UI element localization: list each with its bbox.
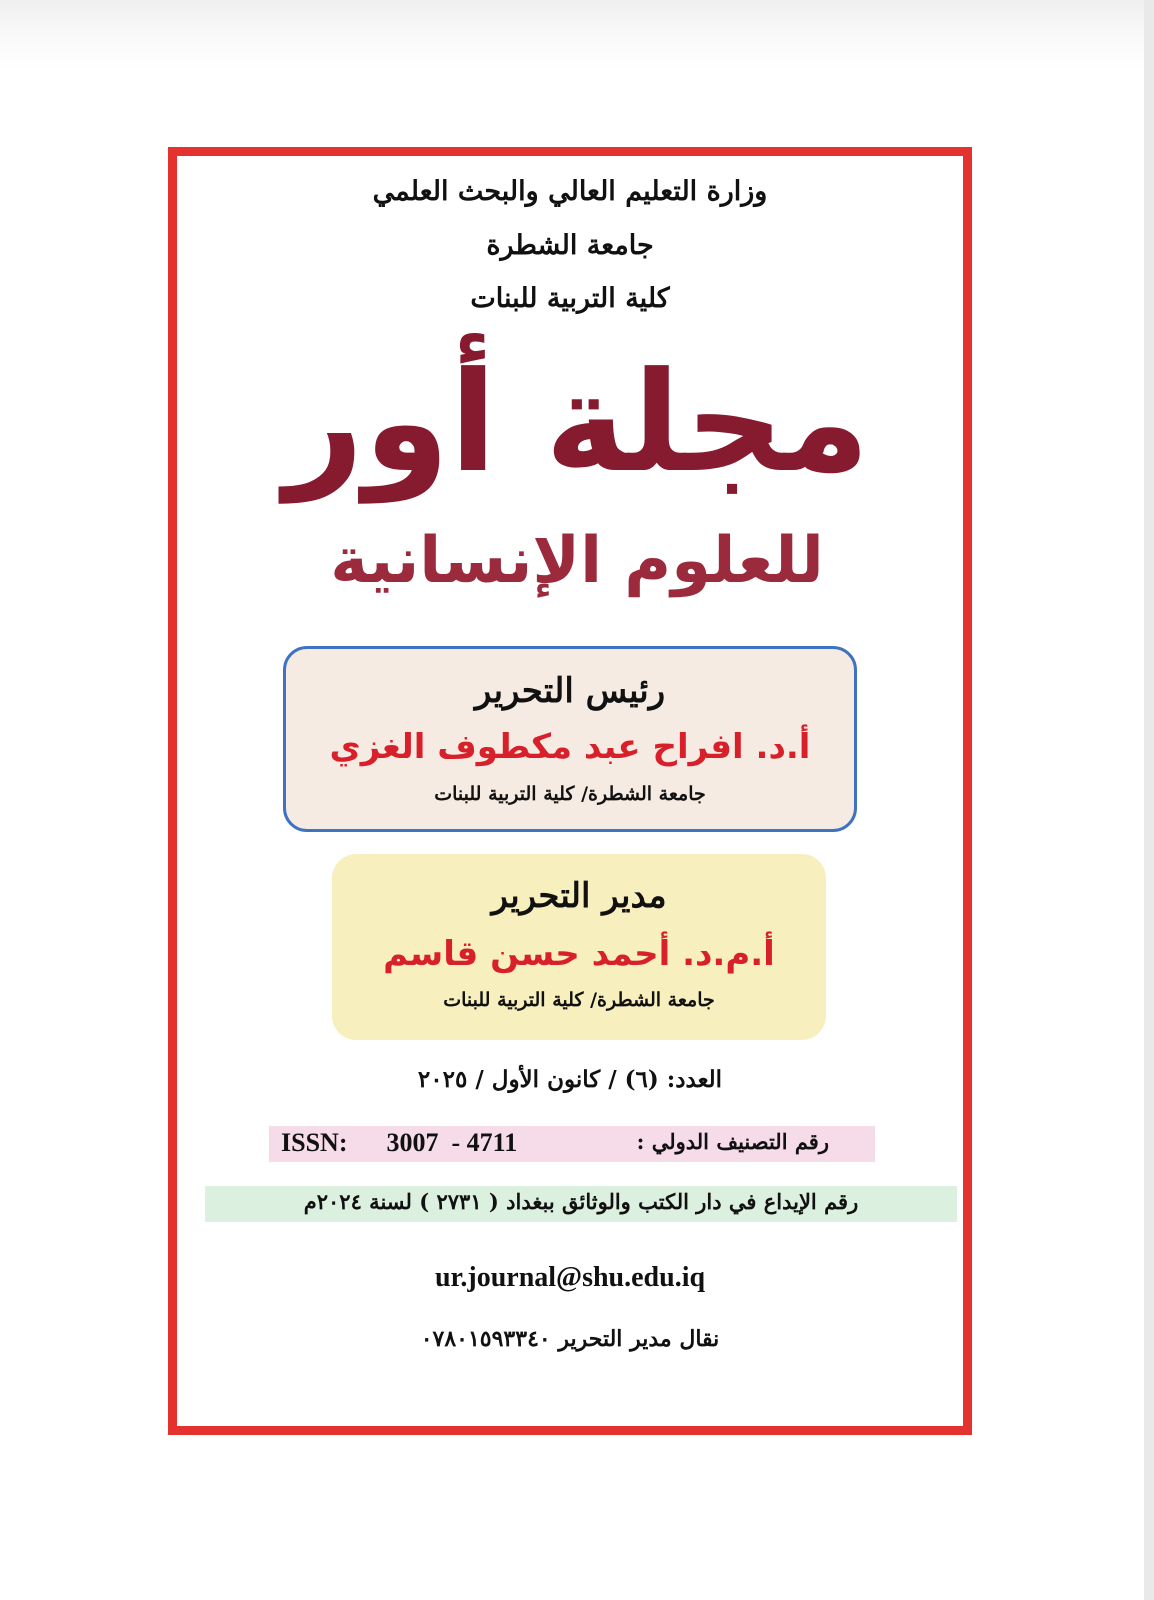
managing-editor-box [332,854,826,1040]
editor-in-chief-role: رئيس التحرير [474,671,666,711]
deposit-text: رقم الإيداع في دار الكتب والوثائق ببغداد ( ٢٧٣١ ) لسنة ٢٠٢٤م [303,1189,859,1214]
managing-editor-role: مدير التحرير [491,876,667,916]
managing-editor-affiliation: جامعة الشطرة/ كلية التربية للبنات [443,989,715,1011]
issn-label: رقم التصنيف الدولي : [636,1129,829,1154]
scan-edge [1144,0,1154,1600]
contact-email[interactable]: ur.journal@shu.edu.iq [434,1262,706,1293]
journal-title: مجلة أور [284,342,870,503]
deposit-band [205,1186,957,1222]
issn-value: ISSN: 3007 - 4711 [281,1128,518,1157]
editor-in-chief-box [283,646,857,832]
managing-editor-name: أ.م.د. أحمد حسن قاسم [383,934,775,974]
university-line: جامعة الشطرة [486,230,654,261]
college-line: كلية التربية للبنات [470,283,670,314]
ministry-line: وزارة التعليم العالي والبحث العلمي [372,176,768,207]
contact-phone: نقال مدير التحرير ٠٧٨٠١٥٩٣٣٤٠ [420,1326,720,1352]
journal-subtitle: للعلوم الإنسانية [330,524,824,598]
issn-band [269,1126,875,1162]
editor-in-chief-affiliation: جامعة الشطرة/ كلية التربية للبنات [434,783,706,805]
editor-in-chief-name: أ.د. افراح عبد مكطوف الغزي [329,727,811,767]
cover-frame [168,147,972,1435]
scan-shadow [0,0,1154,70]
issue-line: العدد: (٦) / كانون الأول / ٢٠٢٥ [417,1066,723,1093]
